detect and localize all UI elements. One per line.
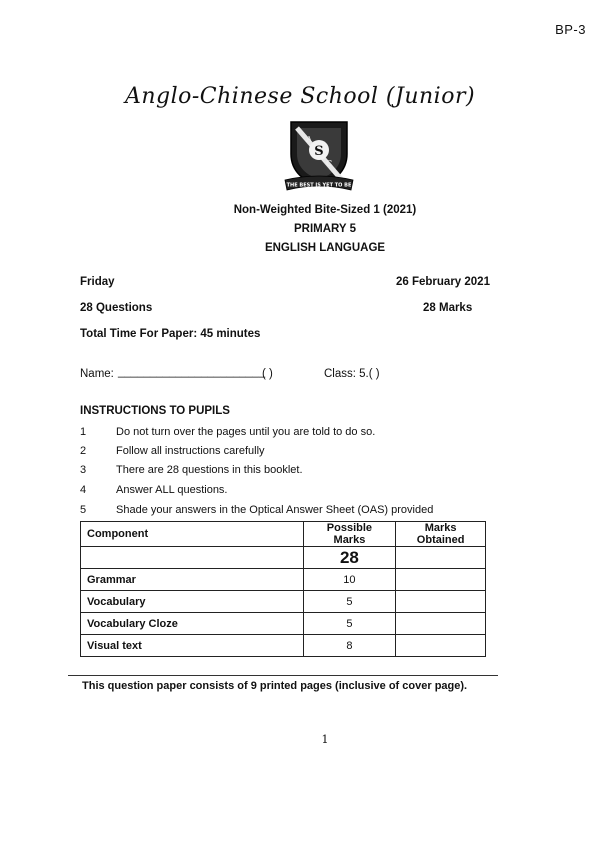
instruction-text: Answer ALL questions.	[116, 484, 228, 496]
paper-level: PRIMARY 5	[294, 223, 356, 235]
table-row	[81, 635, 486, 657]
obtained-header-line1: Marks	[424, 522, 457, 534]
possible-marks: 5	[303, 591, 396, 613]
marks-obtained-header	[396, 522, 486, 547]
marks-obtained[interactable]	[396, 613, 486, 635]
component-name: Visual text	[81, 635, 304, 657]
instruction-number: 5	[80, 504, 87, 516]
possible-header-line1: Possible	[326, 522, 373, 534]
table-header-row	[81, 522, 486, 547]
class-field[interactable]: Class: 5.( )	[324, 368, 380, 380]
page-count-note: This question paper consists of 9 printed pages (inclusive of cover page).	[82, 680, 468, 692]
document-code: BP-3	[555, 22, 586, 37]
total-possible-marks: 28	[303, 547, 396, 569]
name-field[interactable]: _______________________	[118, 366, 266, 378]
svg-text:A: A	[306, 135, 312, 144]
instruction-number: 4	[80, 484, 87, 496]
instruction-text: There are 28 questions in this booklet.	[116, 464, 303, 476]
possible-marks-header	[303, 522, 396, 547]
svg-text:S: S	[314, 144, 324, 159]
instruction-text: Follow all instructions carefully	[116, 445, 265, 457]
school-crest-icon	[283, 118, 355, 194]
school-name: Anglo-Chinese School (Junior)	[124, 84, 476, 109]
svg-text:C: C	[325, 159, 333, 168]
exam-day: Friday	[80, 276, 115, 288]
paper-title: Non-Weighted Bite-Sized 1 (2021)	[233, 204, 417, 216]
instruction-number: 3	[80, 464, 87, 476]
table-row	[81, 613, 486, 635]
total-marks: 28 Marks	[423, 302, 473, 314]
component-name: Vocabulary Cloze	[81, 613, 304, 635]
instruction-number: 2	[80, 445, 87, 457]
total-obtained-cell[interactable]	[396, 547, 486, 569]
name-label: Name:	[80, 368, 114, 380]
table-row	[81, 569, 486, 591]
instruction-number: 1	[80, 426, 87, 438]
register-number-field[interactable]: ( )	[262, 368, 273, 380]
possible-marks: 5	[303, 613, 396, 635]
possible-marks: 8	[303, 635, 396, 657]
instruction-text: Do not turn over the pages until you are told to do so.	[116, 426, 376, 438]
marks-obtained[interactable]	[396, 569, 486, 591]
paper-subject: ENGLISH LANGUAGE	[264, 242, 386, 254]
component-name: Grammar	[81, 569, 304, 591]
marks-obtained[interactable]	[396, 635, 486, 657]
marks-obtained[interactable]	[396, 591, 486, 613]
footer-divider	[68, 675, 498, 676]
page-number: 1	[321, 733, 329, 746]
time-allowed: Total Time For Paper: 45 minutes	[80, 328, 261, 340]
component-name: Vocabulary	[81, 591, 304, 613]
table-row	[81, 547, 486, 569]
total-component-cell	[81, 547, 304, 569]
svg-text:THE BEST IS YET TO BE: THE BEST IS YET TO BE	[286, 182, 352, 189]
marks-table	[80, 521, 486, 657]
component-header: Component	[81, 522, 304, 547]
possible-header-line2: Marks	[333, 534, 366, 546]
possible-marks: 10	[303, 569, 396, 591]
table-row	[81, 591, 486, 613]
instruction-text: Shade your answers in the Optical Answer Sheet (OAS) provided	[116, 504, 434, 516]
question-count: 28 Questions	[80, 302, 153, 314]
instructions-heading: INSTRUCTIONS TO PUPILS	[80, 405, 230, 417]
exam-date: 26 February 2021	[396, 276, 490, 288]
obtained-header-line2: Obtained	[416, 534, 465, 546]
